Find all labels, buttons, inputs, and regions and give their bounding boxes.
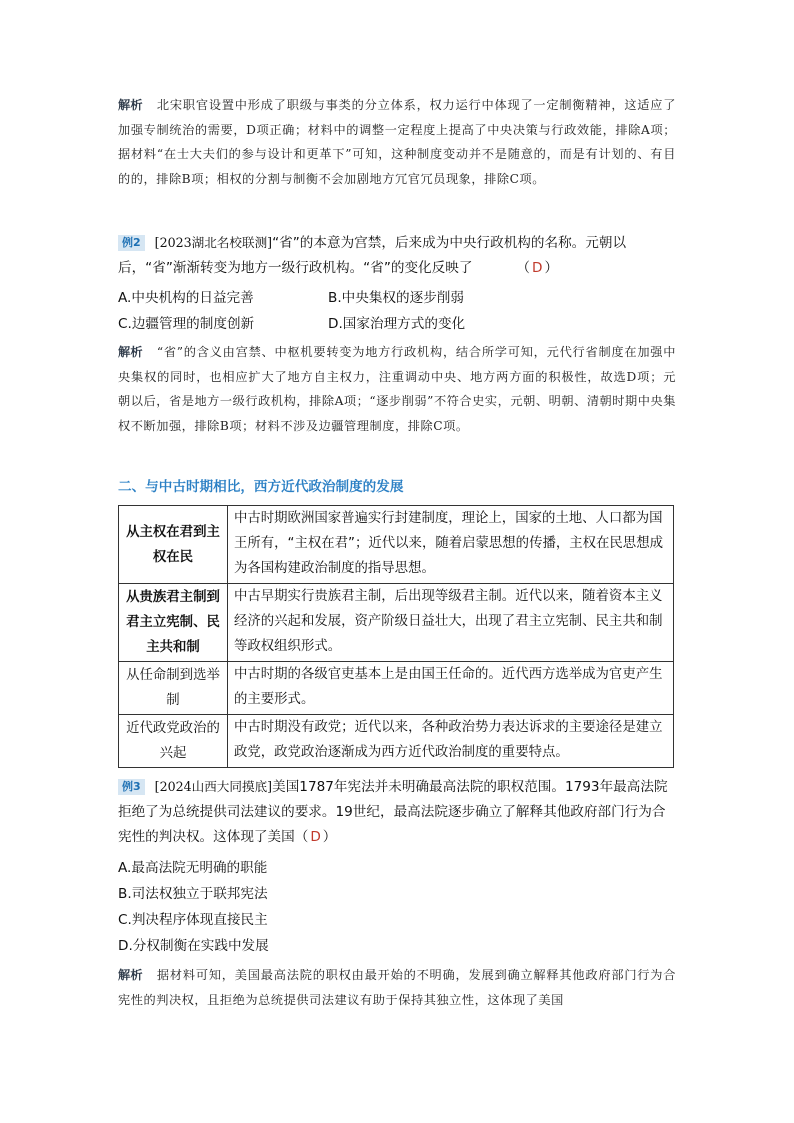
table-row	[119, 506, 674, 584]
question-stem: 美国1787年宪法并未明确最高法院的职权范围。1793年最高法院拒绝了为总统提供司法建议的要求。19世纪，最高法院逐步确立了解释其他政府部门行为合宪性的判决权。这体现了美国	[118, 779, 668, 845]
analysis-label: 解析	[118, 98, 143, 112]
question-source: [2023湖北名校联测]	[154, 235, 273, 250]
example-3-option-c: C.判决程序体现直接民主	[118, 912, 268, 928]
table-row-body: 中古早期实行贵族君主制，后出现等级君主制。近代以来，随着资本主义经济的兴起和发展，资产阶级日益壮大，出现了君主立宪制、民主共和制等政权组织形式。	[228, 584, 674, 662]
example-3-option-a: A.最高法院无明确的职能	[118, 860, 268, 876]
answer-paren-close: ）	[544, 260, 559, 276]
analysis-text: 据材料可知，美国最高法院的职权由最开始的不明确，发展到确立解释其他政府部门行为合宪性的判决权，且拒绝为总统提供司法建议有助于保持其独立性，这体现了美国	[118, 968, 677, 1007]
example-3-question	[118, 774, 678, 850]
analysis-paragraph-1	[118, 93, 676, 191]
comparison-table	[118, 505, 674, 768]
example-2-option-d: D.国家治理方式的变化	[328, 316, 466, 332]
answer-letter: D	[532, 260, 543, 276]
analysis-label: 解析	[118, 345, 143, 359]
analysis-paragraph-3	[118, 963, 676, 1012]
example-tag: 例3	[118, 779, 145, 795]
table-row	[119, 715, 674, 768]
example-3-option-b: B.司法权独立于联邦宪法	[118, 886, 268, 902]
table-row	[119, 662, 674, 715]
example-2-option-c: C.边疆管理的制度创新	[118, 316, 255, 332]
table-row-head: 从主权在君到主权在民	[119, 506, 228, 584]
table-row-body: 中古时期的各级官吏基本上是由国王任命的。近代西方选举成为官吏产生的主要形式。	[228, 662, 674, 715]
analysis-label: 解析	[118, 968, 143, 982]
example-2-option-b: B.中央集权的逐步削弱	[328, 290, 464, 306]
table-row	[119, 584, 674, 662]
table-row-head: 近代政党政治的兴起	[119, 715, 228, 768]
example-2-question	[118, 230, 678, 281]
analysis-text: “省”的含义由宫禁、中枢机要转变为地方行政机构，结合所学可知，元代行省制度在加强中央集权的同时，也相应扩大了地方自主权力，注重调动中央、地方两方面的积极性，故选D项；元朝以后，省是地方一级行政机构，排除A项；“逐步削弱”不符合史实，元朝、明朝、清朝时期中央集权不断加强，排除B项；材料不涉及边疆管理制度，排除C项。	[118, 345, 677, 433]
table-row-head: 从任命制到选举制	[119, 662, 228, 715]
table-row-head: 从贵族君主制到君主立宪制、民主共和制	[119, 584, 228, 662]
section-heading: 二、与中古时期相比，西方近代政治制度的发展	[118, 479, 404, 495]
question-stem: “省”的本意为宫禁，后来成为中央行政机构的名称。元朝以后，“省”渐渐转变为地方一级行政机构。“省”的变化反映了	[118, 235, 627, 276]
example-tag: 例2	[118, 235, 145, 251]
answer-paren-open: （	[294, 829, 309, 845]
example-2-option-a: A.中央机构的日益完善	[118, 290, 254, 306]
table-row-body: 中古时期欧洲国家普遍实行封建制度，理论上，国家的土地、人口都为国王所有，“主权在君”；近代以来，随着启蒙思想的传播，主权在民思想成为各国构建政治制度的指导思想。	[228, 506, 674, 584]
analysis-text: 北宋职官设置中形成了职级与事类的分立体系，权力运行中体现了一定制衡精神，这适应了加强专制统治的需要，D项正确；材料中的调整一定程度上提高了中央决策与行政效能，排除A项；据材料“在士大夫们的参与设计和更革下”可知，这种制度变动并不是随意的，而是有计划的、有目的的，排除B项；相权的分割与制衡不会加剧地方冗官冗员现象，排除C项。	[118, 98, 677, 186]
table-row-body: 中古时期没有政党；近代以来，各种政治势力表达诉求的主要途径是建立政党，政党政治逐渐成为西方近代政治制度的重要特点。	[228, 715, 674, 768]
answer-paren-open: （	[516, 260, 531, 276]
answer-paren-close: ）	[322, 829, 337, 845]
answer-letter: D	[310, 829, 321, 845]
analysis-paragraph-2	[118, 340, 676, 438]
question-source: [2024山西大同摸底]	[154, 779, 273, 794]
example-3-option-d: D.分权制衡在实践中发展	[118, 938, 269, 954]
